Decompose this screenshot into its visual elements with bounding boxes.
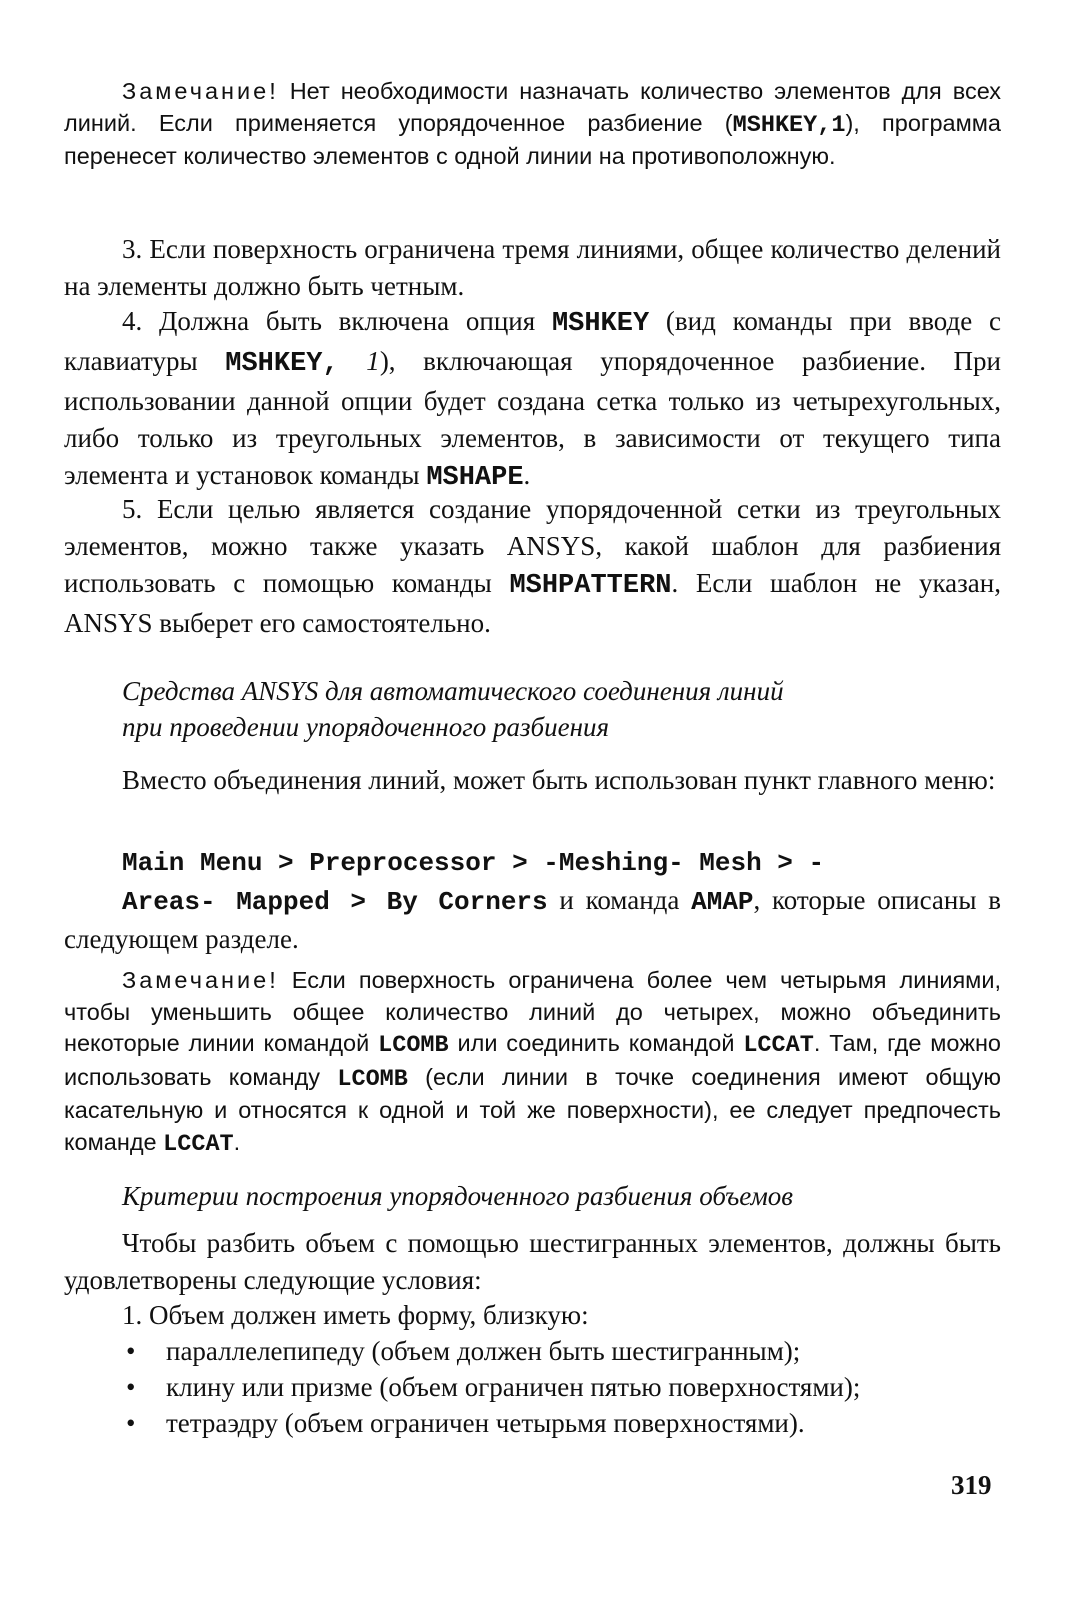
note-paragraph-2: Замечание! Если поверхность ограничена более чем четырьмя линиями, чтобы уменьшить общее количество линий до четырех, можно объединить некоторые линии командой LCOMB или соединить командой LCCAT. Там, где можно использовать команду LCOMB (если линии в точке соединения имеют общую касательную и относятся к одной и той же поверхности), ее следует предпочесть команде LCCAT.: [64, 967, 1002, 1158]
section-heading-2: Критерии построения упорядоченного разбиения объемов: [122, 1181, 794, 1211]
volume-conditions-paragraph: Чтобы разбить объем с помощью шестигранных элементов, должны быть удовлетворены следующие условия:: [64, 1228, 1001, 1295]
note-paragraph-1: Замечание! Нет необходимости назначать количество элементов для всех линий. Если применяется упорядоченное разбиение (MSHKEY,1), программа перенесет количество элементов с одной линии на противоположную.: [64, 78, 1002, 169]
note-lead: Замечание!: [122, 967, 279, 993]
list-item-4: 4. Должна быть включена опция MSHKEY (вид команды при вводе с клавиатуры MSHKEY, 1), включающая упорядоченное разбиение. При использовании данной опции будет создана сетка только из четырехугольных, либо только из треугольных элементов, в зависимости от текущего типа элемента и установок команды MSHAPE.: [64, 306, 1002, 493]
section-heading-1: Средства ANSYS для автоматического соединения линий при проведении упорядоченного разбиения: [122, 676, 784, 742]
list-item: • тетраэдру (объем ограничен четырьмя поверхностями).: [122, 1405, 1002, 1441]
menu-path-line-1: Main Menu > Preprocessor > -Meshing- Mesh > -: [122, 848, 825, 878]
list-item: • клину или призме (объем ограничен пятью поверхностями);: [122, 1369, 1002, 1405]
command-lcomb: LCOMB: [378, 1032, 449, 1059]
note-lead: Замечание!: [122, 78, 279, 104]
list-item-3: 3. Если поверхность ограничена тремя линиями, общее количество делений на элементы должно быть четным.: [64, 234, 1001, 301]
command-lcomb: LCOMB: [337, 1065, 408, 1093]
list-item-5: 5. Если целью является создание упорядоченной сетки из треугольных элементов, можно также указать ANSYS, какой шаблон для разбиения использовать с помощью команды MSHPATTERN. Если шаблон не указан, ANSYS выберет его самостоятельно.: [64, 494, 1001, 638]
command-lccat: LCCAT: [163, 1130, 234, 1158]
command-mshpattern: MSHPATTERN: [509, 571, 672, 601]
command-amap: AMAP: [691, 887, 754, 917]
shape-bullet-list: [122, 1333, 1002, 1441]
command-lccat: LCCAT: [743, 1032, 814, 1059]
list-item: • параллелепипеду (объем должен быть шестигранным);: [122, 1333, 1002, 1369]
command-mshkey: MSHKEY,1: [732, 111, 846, 139]
menu-intro-paragraph: Вместо объединения линий, может быть использован пункт главного меню:: [122, 765, 996, 795]
page-number: 319: [951, 1470, 992, 1500]
command-mshape: MSHAPE: [426, 463, 524, 493]
menu-path-line-2: Areas- Mapped > By Corners: [122, 887, 548, 917]
list-intro: 1. Объем должен иметь форму, близкую:: [122, 1300, 589, 1330]
command-mshkey-input: MSHKEY,: [225, 349, 339, 379]
bullet-icon: •: [126, 1336, 136, 1366]
bullet-icon: •: [126, 1372, 136, 1402]
command-mshkey: MSHKEY: [551, 309, 650, 339]
bullet-icon: •: [126, 1408, 136, 1438]
menu-path-paragraph: Main Menu > Preprocessor > -Meshing- Mesh > - Areas- Mapped > By Corners и команда AMAP, которые описаны в следующем разделе.: [64, 848, 1001, 954]
